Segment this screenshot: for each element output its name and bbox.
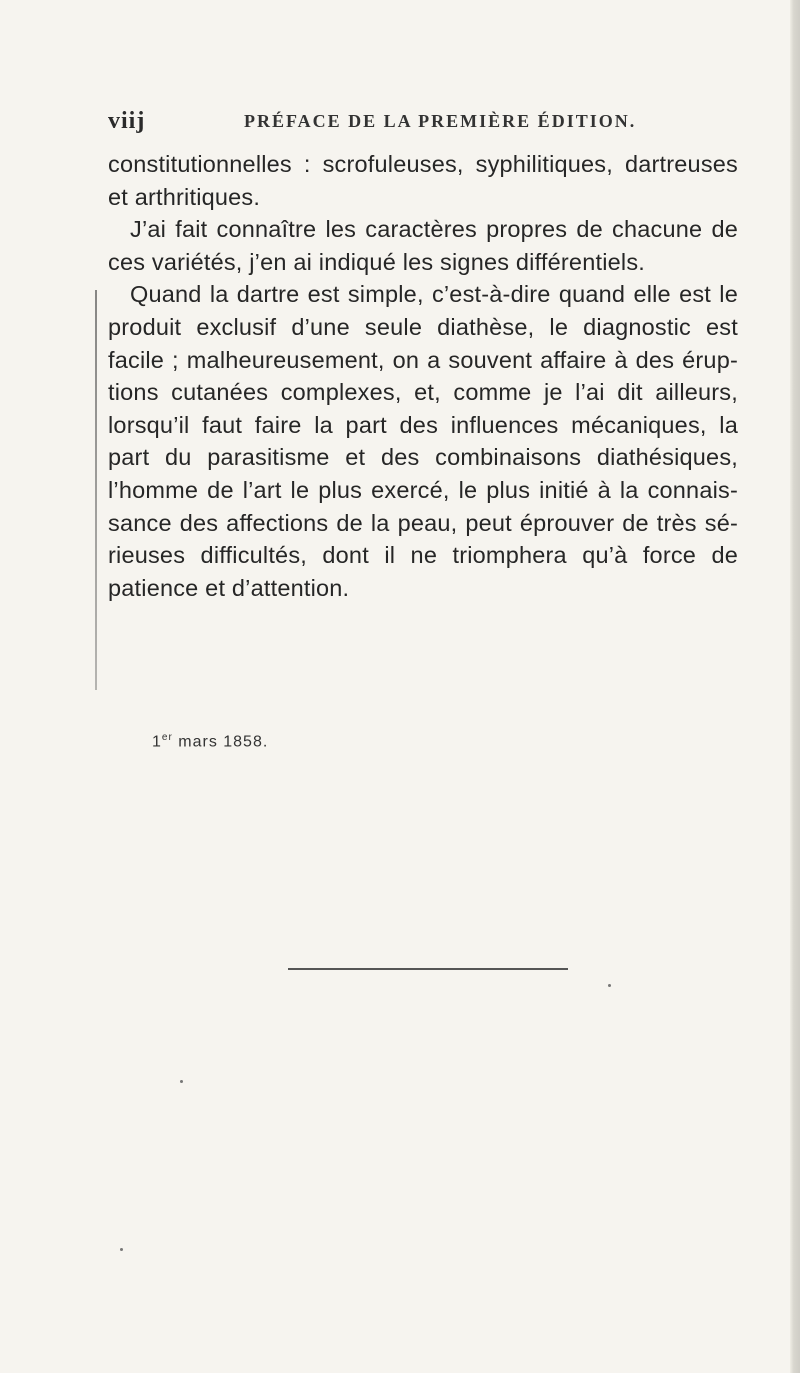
page-number: viij [108, 108, 146, 134]
paragraph-continued: constitutionnelles : scrofuleuses, syphilitiques, dartreuses et arthritiques. [108, 151, 738, 210]
paragraph: Quand la dartre est simple, c’est-à-dire quand elle est le produit exclusif d’une seule diathèse, le diagnostic est facile ; malheureusement, on a souvent affaire à des érup-tions cutanées complexes, et, comme je l’ai dit ailleurs, lorsqu’il faut faire la part des influences mécaniques, la part du parasitisme et des combinaisons diathésiques, l’homme de l’art le plus exercé, le plus initié à la connais-sance des affections de la peau, peut éprouver de très sé-rieuses difficultés, dont il ne triomphera qu’à force de patience et d’attention. [108, 281, 738, 601]
end-rule [288, 968, 568, 970]
paper-speck [608, 984, 611, 987]
margin-pencil-mark [95, 290, 97, 690]
running-head [108, 108, 708, 138]
paper-speck [120, 1248, 123, 1251]
running-head-title: PRÉFACE DE LA PREMIÈRE ÉDITION. [244, 111, 637, 131]
date-signature [152, 732, 268, 751]
paragraph: J’ai fait connaître les caractères propres de chacune de ces variétés, j’en ai indiqué les signes différentiels. [108, 216, 738, 275]
date-day: 1 [152, 733, 162, 751]
body-text [108, 148, 738, 604]
date-day-suffix: er [161, 732, 173, 743]
page-edge-shadow [790, 0, 800, 1373]
paper-speck [180, 1080, 183, 1083]
date-rest: mars 1858. [172, 733, 269, 751]
